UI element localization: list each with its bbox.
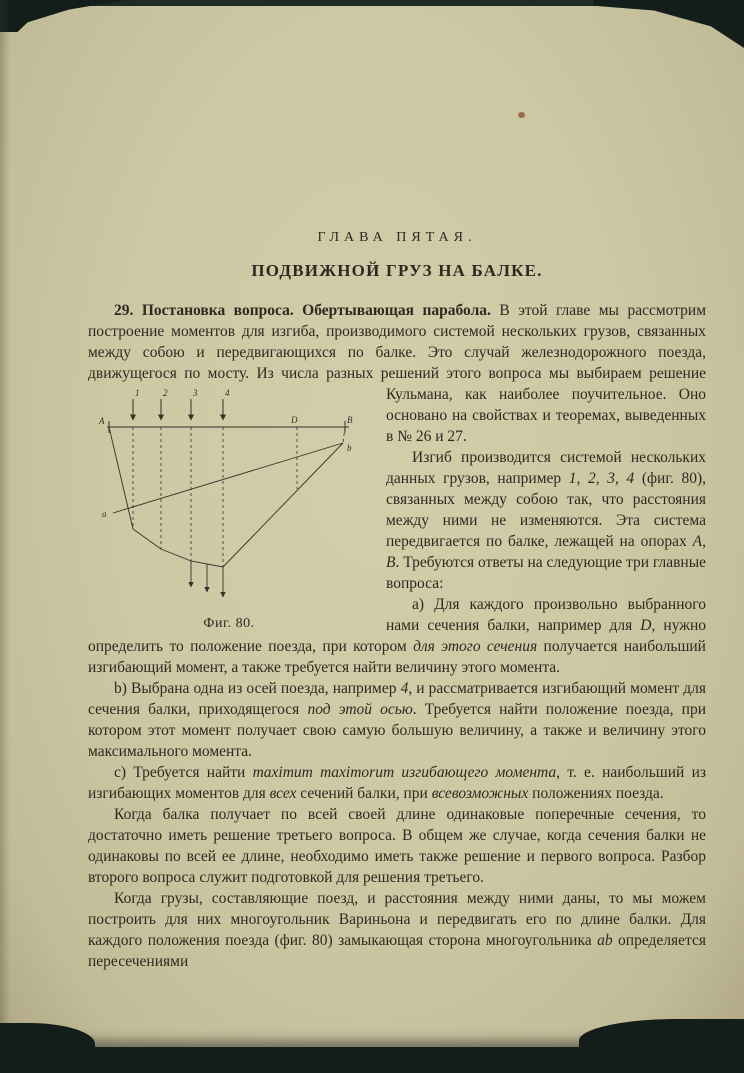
paragraph: Когда балка получает по всей своей длине одинаковые поперечные сечения, то достаточно иметь решение третьего вопроса. В общем же случае, когда сечения балки не одинаковы по всей ее длине, необходимо иметь также решение и первого вопроса. Разбор второго вопроса служит подготовкой для решения третьего. [88, 806, 706, 886]
load-label-1: 1 [135, 388, 140, 398]
point-a-label: a [102, 509, 107, 519]
scan-corner-bottom-right [579, 1019, 744, 1055]
figure-caption: Фиг. 80. [203, 616, 255, 631]
support-a-label: A [99, 416, 105, 426]
figure-80 [88, 387, 370, 634]
section-d-label: D [291, 415, 298, 425]
scan-edge-left [0, 0, 10, 1073]
load-label-2: 2 [163, 388, 168, 398]
paragraph-question-c: c) Требуется найти maximum maximorum изгибающего момента, т. е. наибольший из изгибающих моментов для всех сечений балки, при всевозможных положениях поезда. [88, 764, 706, 802]
beam-funicular-diagram [97, 387, 361, 605]
point-b-label: b [347, 443, 352, 453]
load-arrows [133, 388, 230, 420]
beam-line [107, 421, 349, 433]
load-label-3: 3 [193, 388, 198, 398]
section-number-lead: 29. Постановка вопроса. Обертывающая парабола. [114, 302, 491, 319]
intro-text-before-figure: В этой главе мы рассмотрим построение моментов для изгиба, производимого системой нескольких грузов, связанных между собою и передвигающихся по балке. Это случай железнодорожного поезда, движущегося по мосту. Из числа разных решений этого вопроса мы выбираем решение Кульмана, [88, 302, 707, 403]
page-title: ПОДВИЖНОЙ ГРУЗ НА БАЛКЕ. [251, 261, 543, 280]
paragraph-question-a: а) Для каждого произвольно выбранного нами сечения балки, например для D, нужно определить то положение поезда, при котором для этого сечения получается наибольший изгибающий момент, а также требуется найти величину этого момента. [88, 596, 706, 676]
load-label-4: 4 [225, 388, 230, 398]
paragraph-question-b: b) Выбрана одна из осей поезда, например 4, и рассматривается изгибающий момент для сечения балки, приходящегося под этой осью. Требуется найти положение поезда, при котором этот момент получает свою самую большую величину, а также и величину этого максимального момента. [88, 680, 706, 760]
chapter-heading: ГЛАВА ПЯТАЯ. [317, 230, 477, 245]
paragraph: Изгиб производится системой нескольких данных грузов, например 1, 2, 3, 4 (фиг. 80), связанных между собою так, что расстояния между ними не изменяются. Эта система передвигается по балке, лежащей на опорах А, В. Требуются ответы на следующие три главные вопроса: [386, 449, 706, 592]
closing-chord-ab [113, 443, 343, 513]
funicular-polygon [109, 427, 343, 567]
scan-corner-bottom-left [0, 1023, 95, 1053]
point-labels [98, 415, 353, 519]
intro-text-after-figure: как наиболее поучительное. Оно основано на свойствах и теоремах, выведенных в № 26 и 27. [386, 386, 706, 445]
support-b-label: B [347, 415, 353, 425]
page-content [88, 0, 706, 972]
paragraph: Когда грузы, составляющие поезд, и расстояния между ними даны, то мы можем построить для них многоугольник Вариньона и передвигать его по длине балки. Для каждого положения поезда (фиг. 80) замыкающая сторона многоугольника ab определяется пересечениями [88, 890, 706, 970]
body-text [88, 300, 706, 972]
